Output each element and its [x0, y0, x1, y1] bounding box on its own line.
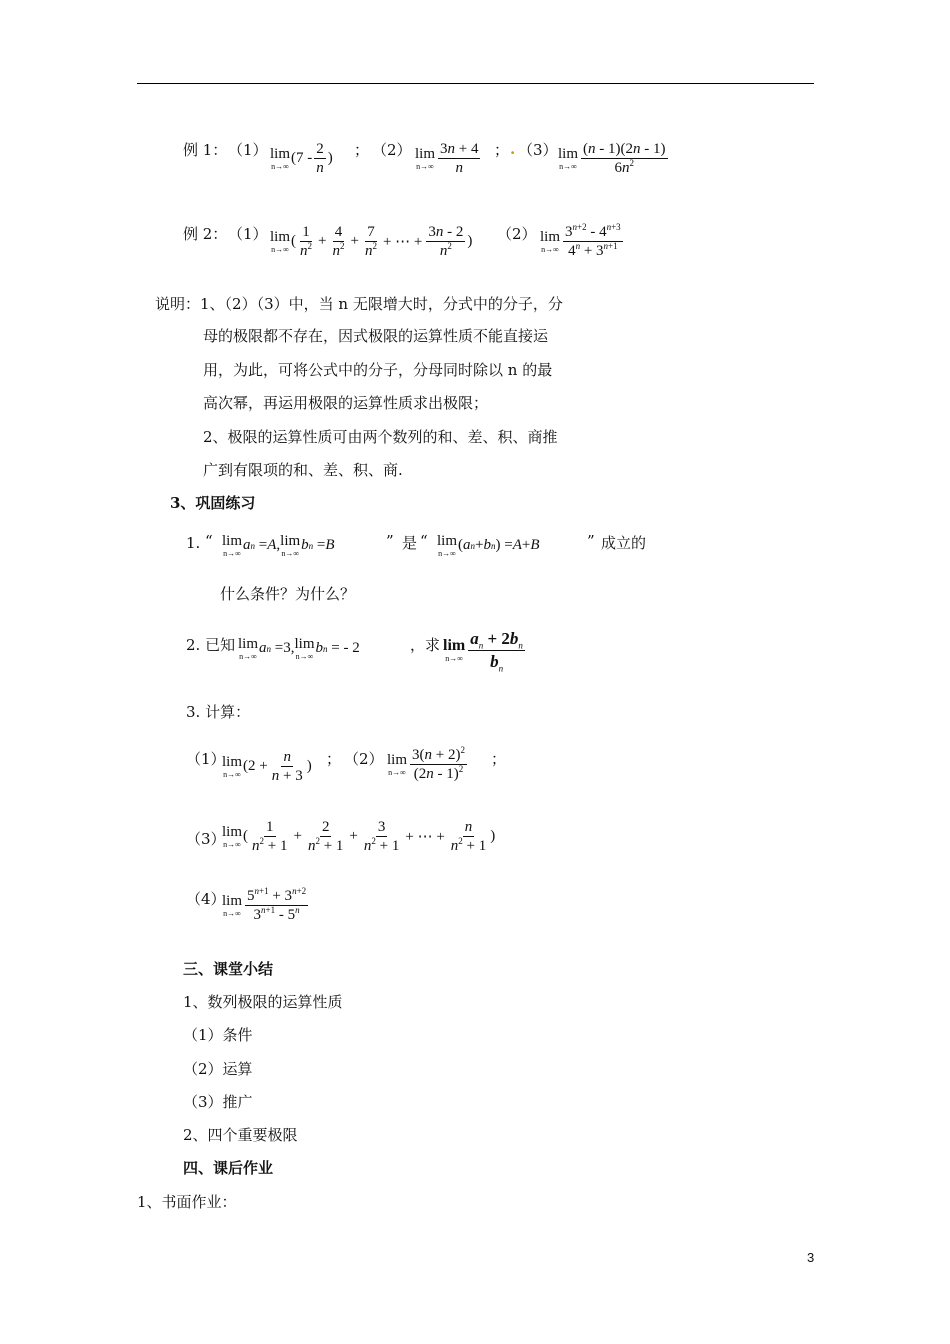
example-1-part-3: （3） [518, 141, 558, 159]
note-line-3: 用，为此，可将公式中的分子，分母同时除以 n 的最 [203, 361, 553, 379]
example-2-part-2: （2） [497, 225, 537, 243]
note-line-1: 说明：1、（2）（3）中，当 n 无限增大时，分式中的分子，分 [155, 295, 563, 313]
question-3-label: 3. 计算： [186, 703, 251, 721]
formula-calc-4: lim n→∞ $\frac{5^{n+1} + 3^{n+2}}{3^{n+1} - 5^n}$ [222, 886, 307, 923]
formula-q2-given: lim n→∞ a n =3, lim n→∞ b n = - 2 [238, 636, 360, 661]
note-line-4: 高次幂，再运用极限的运算性质求出极限； [203, 394, 489, 412]
separator: ； [491, 750, 507, 768]
question-1-line-2: 什么条件？为什么？ [220, 585, 356, 603]
example-2-label: 例 2： [183, 225, 228, 243]
note-line-2: 母的极限都不存在，因式极限的运算性质不能直接运 [203, 327, 549, 345]
formula-q2-target: lim n→∞ $\frac{a_n + 2b_n}{b_n}$ [443, 629, 523, 674]
close-quote: ” [587, 532, 595, 550]
formula-ex1-3: lim n→∞ $\frac{(n - 1)(2n - 1)}{6n^2}$ [558, 141, 666, 176]
separator: ； [354, 141, 370, 159]
summary-item-5: 2、四个重要极限 [183, 1126, 298, 1144]
question-2-prefix: 2. 已知 [186, 636, 236, 654]
question-2-seek: ，求 [410, 636, 441, 654]
open-quote: “ [420, 532, 428, 550]
page-number: 3 [807, 1250, 815, 1265]
calc-part-2: （2） [344, 750, 384, 768]
calc-part-3: （3） [186, 830, 226, 848]
formula-ex2-2: lim n→∞ $\frac{3^{n+2} - 4^{n+3}}{4^n + 3^{n+1}}$ [540, 222, 621, 259]
note-line-6: 广到有限项的和、差、积、商. [203, 461, 403, 479]
summary-item-3: （2）运算 [183, 1060, 253, 1078]
homework-item-1: 1、书面作业： [137, 1193, 237, 1211]
formula-ex1-2: lim n→∞ $\frac{3n + 4}{n}$ [415, 141, 479, 176]
calc-part-1: （1） [186, 750, 226, 768]
example-1-label: 例 1： [183, 141, 228, 159]
open-quote: “ [205, 532, 213, 550]
close-quote: ” [386, 532, 394, 550]
formula-calc-1: lim n→∞ (2 + $\frac{n}{n + 3}$ ) [222, 749, 312, 784]
header-rule [137, 83, 814, 84]
summary-heading: 三、课堂小结 [183, 960, 274, 978]
example-1-part-2: （2） [372, 141, 412, 159]
summary-item-2: （1）条件 [183, 1026, 253, 1044]
summary-item-4: （3）推广 [183, 1093, 253, 1111]
formula-ex1-1: lim n→∞ (7 - $\frac{2}{n}$ ) [270, 141, 333, 176]
formula-calc-2: lim n→∞ $\frac{3(n + 2)^2}{(2n - 1)^2}$ [387, 745, 465, 782]
example-1-part-1: （1） [228, 141, 268, 159]
question-1-is: 是 [402, 534, 418, 552]
question-1-end: 成立的 [601, 534, 647, 552]
formula-q1-condition: lim n→∞ a n = A , lim n→∞ b n = B [222, 533, 335, 558]
formula-q1-conclusion: lim n→∞ ( a n + b n ) = A + B [437, 533, 540, 558]
note-line-5: 2、极限的运算性质可由两个数列的和、差、积、商推 [203, 428, 558, 446]
dot-mark: . [510, 140, 516, 158]
summary-item-1: 1、数列极限的运算性质 [183, 993, 343, 1011]
formula-ex2-1: lim n→∞ ( $\frac{1}{n^2}$ + $\frac{4}{n^2}$ + $\frac{7}{n^2}$ + ⋯ + $\frac{3n - 2}{n^2}$ ) [270, 224, 473, 259]
separator: ； [494, 141, 510, 159]
example-2-part-1: （1） [228, 225, 268, 243]
question-1-number: 1. [186, 534, 201, 552]
practice-heading: 3、巩固练习 [170, 494, 256, 512]
calc-part-4: （4） [186, 890, 226, 908]
formula-calc-3: lim n→∞ ( $\frac{1}{n^2 + 1}$ + $\frac{2}{n^2 + 1}$ + $\frac{3}{n^2 + 1}$ + ⋯ + $\frac{n}{n^2 + 1}$ ) [222, 819, 496, 854]
separator: ； [326, 750, 342, 768]
homework-heading: 四、课后作业 [183, 1159, 274, 1177]
